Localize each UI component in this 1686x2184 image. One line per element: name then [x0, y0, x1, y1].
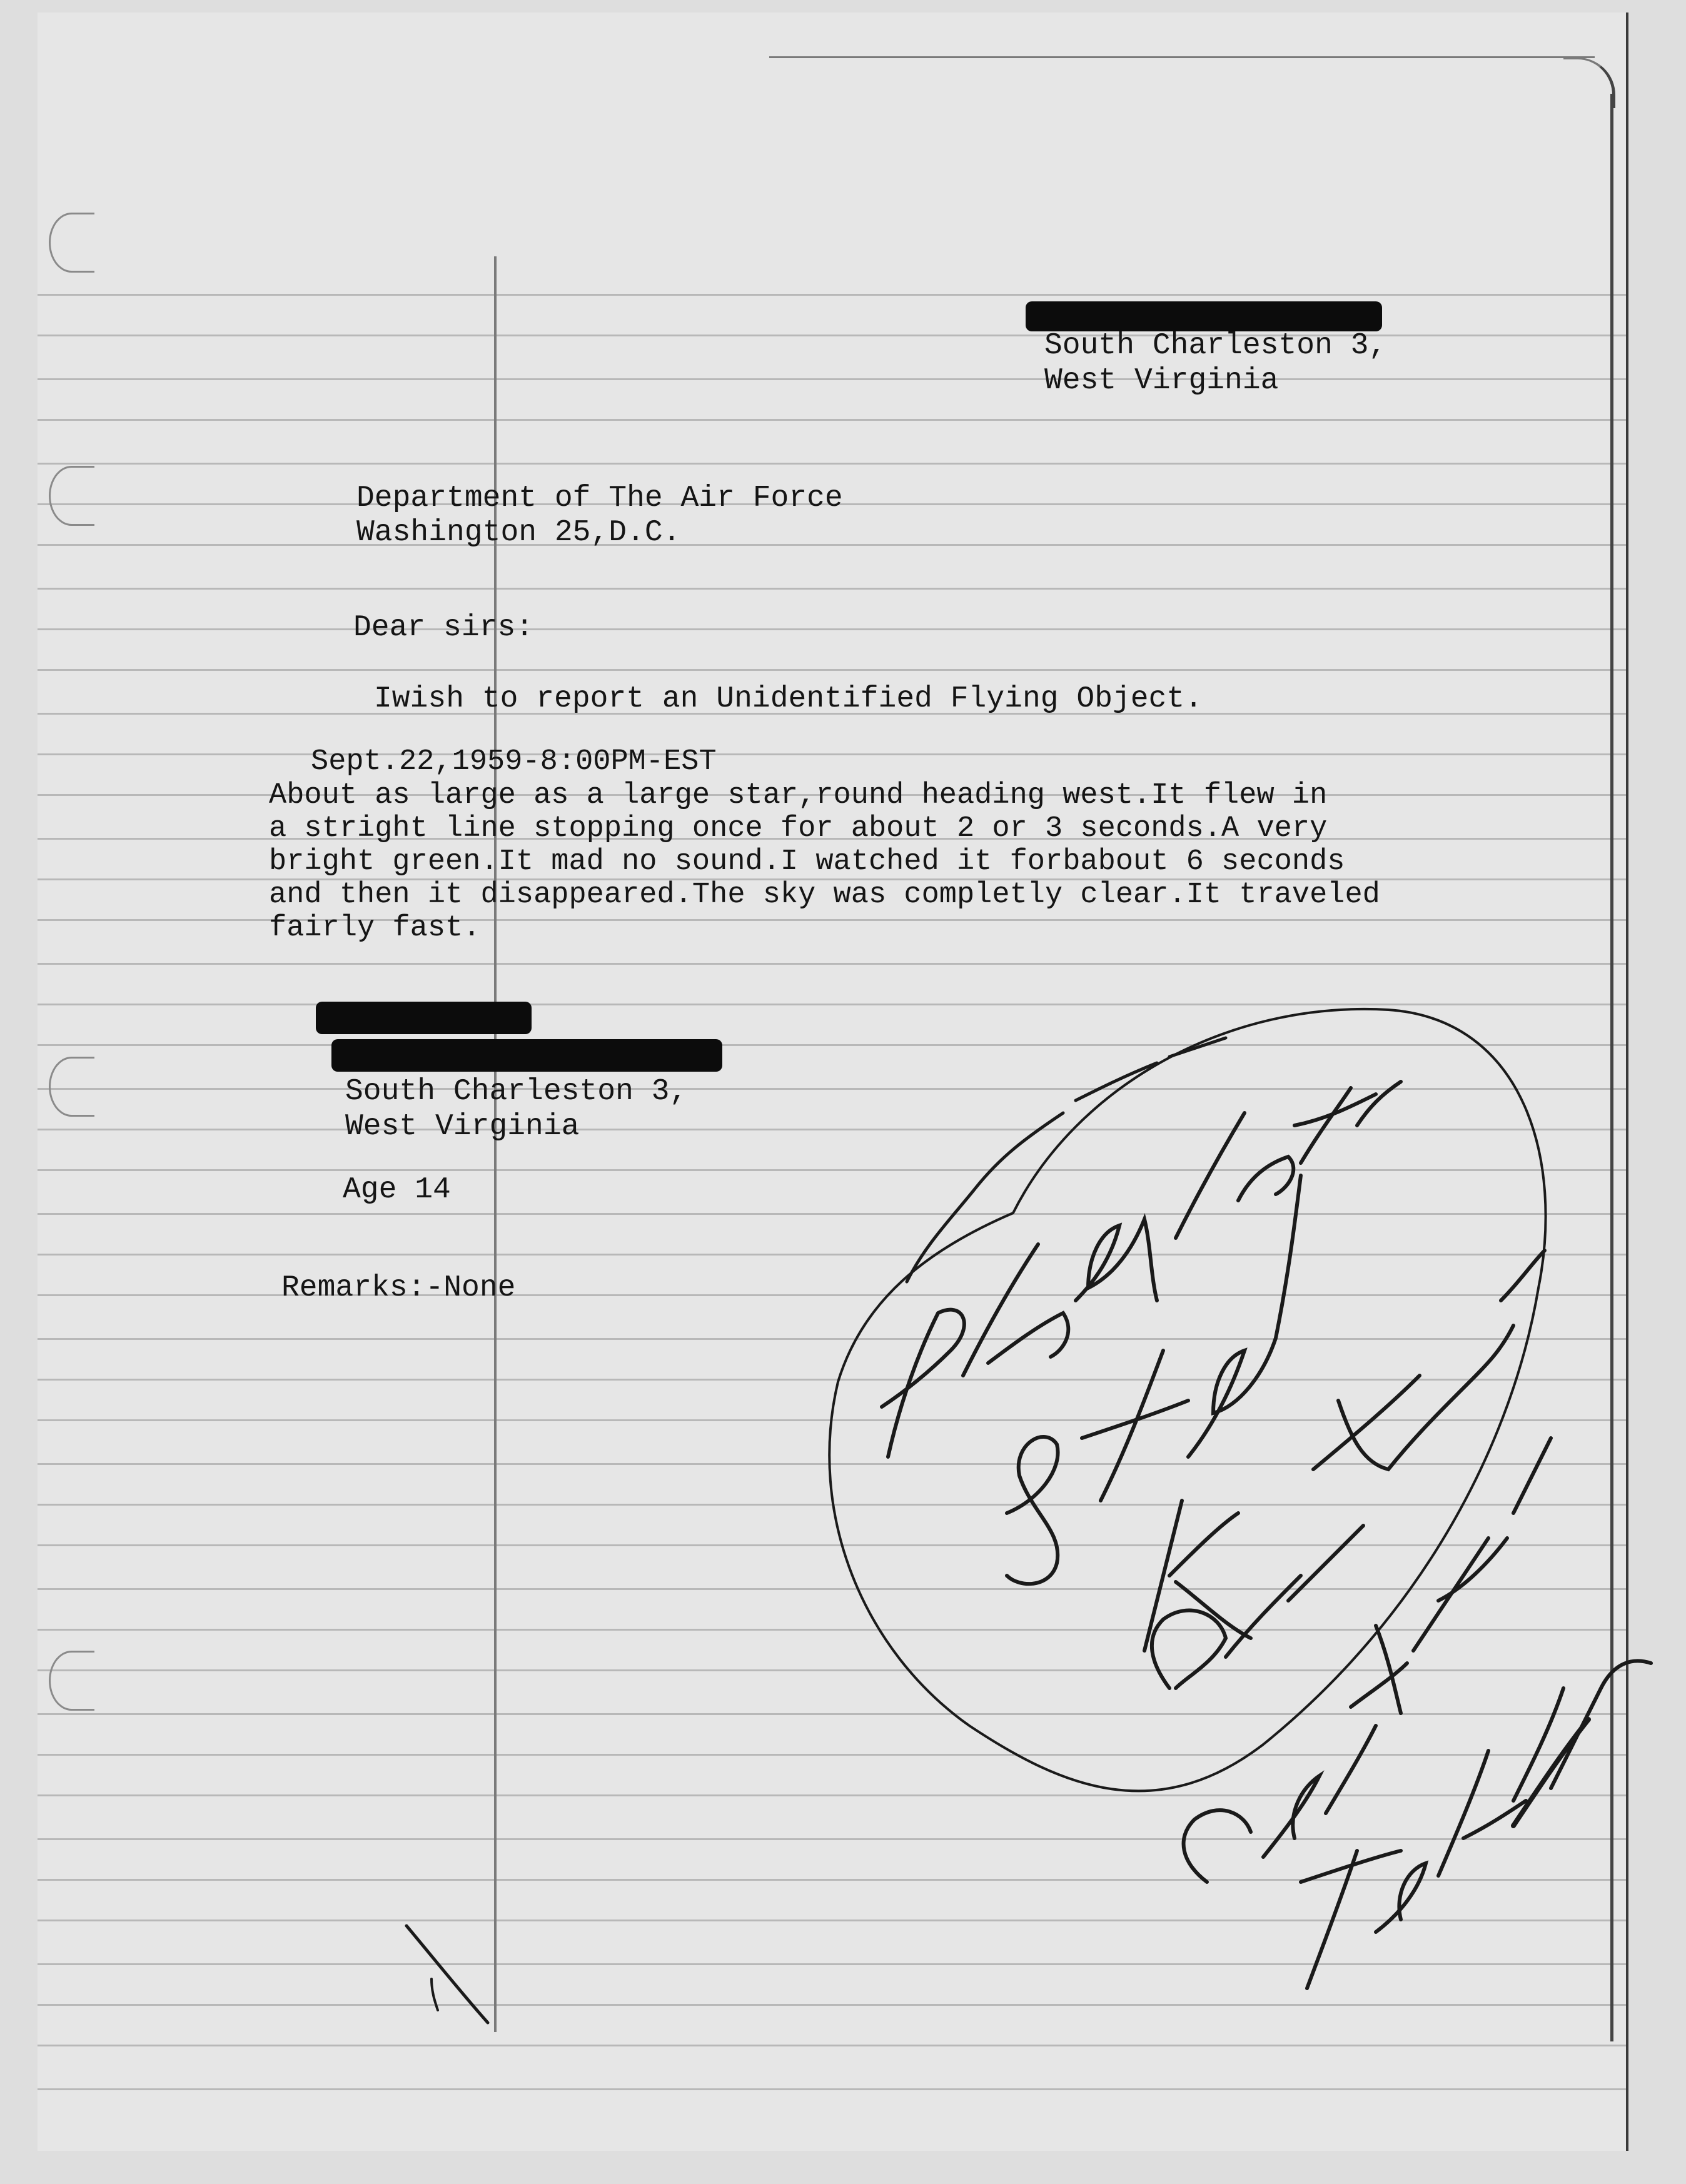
body-line: bright green.It mad no sound.I watched it forbabout 6 seconds: [269, 845, 1345, 878]
sender-address-line2: West Virginia: [1044, 364, 1279, 398]
note-k: [1144, 1501, 1251, 1651]
body-line: and then it disappeared.The sky was completly clear.It traveled: [269, 878, 1380, 912]
note-letter: [1176, 1082, 1401, 1238]
body-line: fairly fast.: [269, 912, 481, 945]
salutation: Dear sirs:: [353, 611, 534, 645]
age-line: Age 14: [343, 1173, 451, 1207]
dateline: Sept.22,1959-8:00PM-EST: [311, 745, 717, 778]
remarks-line: Remarks:-None: [281, 1271, 516, 1305]
note-copy: [1184, 1438, 1551, 1882]
recipient-line1: Department of The Air Force: [356, 481, 843, 515]
note-around: [907, 1038, 1226, 1282]
sender-address-line1: South Charleston 3,: [1044, 329, 1387, 363]
check-mark-tick: [432, 1979, 438, 2010]
body-line: About as large as a large star,round heading west.It flew in: [269, 779, 1328, 812]
note-tummin: [1313, 1251, 1545, 1469]
recipient-line2: Washington 25,D.C.: [356, 516, 681, 550]
note-to-atic: [1301, 1661, 1651, 1988]
signature-address-line2: West Virginia: [345, 1110, 580, 1144]
opening-line: Iwish to report an Unidentified Flying Object.: [374, 682, 1203, 716]
note-std: [1007, 1175, 1301, 1584]
check-mark: [406, 1926, 488, 2023]
signature-address-line1: South Charleston 3,: [345, 1075, 688, 1109]
note-underline: [1513, 1719, 1588, 1826]
note-give: [1152, 1526, 1363, 1688]
body-line: a stright line stopping once for about 2 or 3 seconds.A very: [269, 812, 1328, 845]
